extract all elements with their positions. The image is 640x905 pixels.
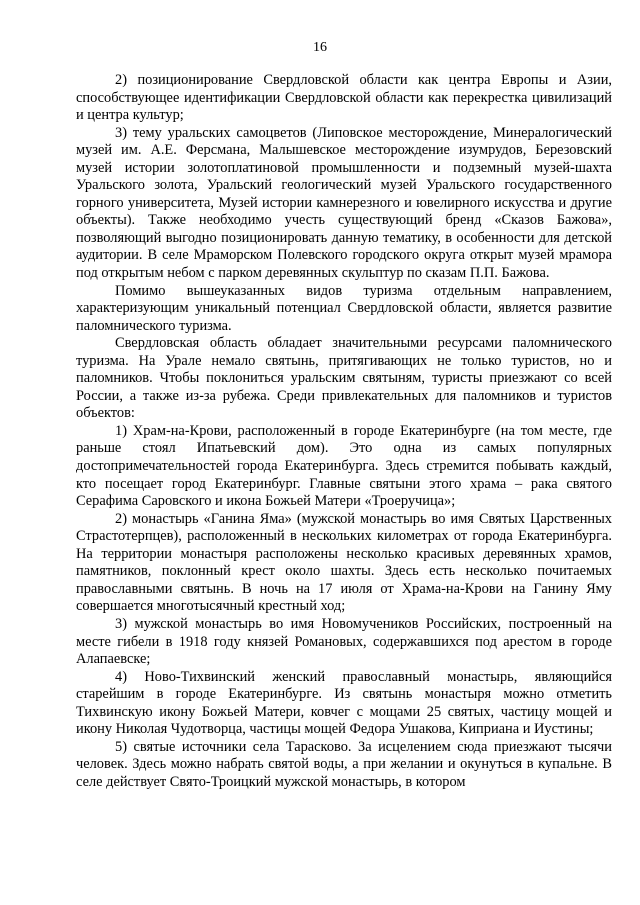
document-body [76, 72, 612, 791]
paragraph-item-1-church-on-blood: 1) Храм-на-Крови, расположенный в городе Екатеринбурге (на том месте, где раньше стоял Ипатьевский дом). Это одна из самых популярных достопримечательностей города Екатеринбурга. Здесь стремится побывать каждый, кто посещает город Екатеринбург. Главные святыни этого храма – рака святого Серафима Саровского и икона Божьей Матери «Троеручица»; [76, 422, 612, 510]
page-number: 16 [313, 40, 327, 55]
paragraph-item-2-ganina-yama: 2) монастырь «Ганина Яма» (мужской монастырь во имя Святых Царственных Страстотерпцев), расположенный в нескольких километрах от города Екатеринбурга. На территории монастыря расположены несколько красивых деревянных храмов, памятников, поклонный крест около шахты. Здесь есть несколько почитаемых православными святынь. В ночь на 17 июля от Храма-на-Крови на Ганину Яму совершается многотысячный крестный ход; [76, 510, 612, 615]
paragraph-pilgrimage-resources: Свердловская область обладает значительными ресурсами паломнического туризма. На Урале немало святынь, притягивающих не только туристов, но и паломников. Чтобы поклониться уральским святыням, туристы приезжают со всей России, а также из-за рубежа. Среди привлекательных для паломников и туристов объектов: [76, 335, 612, 422]
paragraph-item-3-new-martyrs-monastery: 3) мужской монастырь во имя Новомучеников Российских, построенный на месте гибели в 1918 году князей Романовых, содержавшихся под арестом в городе Алапаевске; [76, 615, 612, 668]
paragraph-item-4-novo-tikhvin-convent: 4) Ново-Тихвинский женский православный монастырь, являющийся старейшим в городе Екатеринбурге. Из святынь монастыря можно отметить Тихвинскую икону Божьей Матери, ковчег с мощами 25 святых, частицу мощей и икону Николая Чудотворца, частицы мощей Федора Ушакова, Киприана и Иустины; [76, 668, 612, 738]
paragraph-pilgrimage-intro: Помимо вышеуказанных видов туризма отдельным направлением, характеризующим уникальный потенциал Свердловской области, является развитие паломнического туризма. [76, 282, 612, 334]
paragraph-item-5-holy-springs: 5) святые источники села Тарасково. За исцелением сюда приезжают тысячи человек. Здесь можно набрать святой воды, а при желании и окунуться в купальне. В селе действует Свято-Троицкий мужской монастырь, в котором [76, 738, 612, 790]
paragraph-item-3-gems: 3) тему уральских самоцветов (Липовское месторождение, Минералогический музей им. А.Е. Ферсмана, Малышевское месторождение изумрудов, Березовский музей истории золотоплатиновой промышленности и подземный музей-шахта Уральского золота, Уральский геологический музей Уральского государственного горного университета, Музей истории камнерезного и ювелирного искусства и другие объекты). Также необходимо учесть существующий бренд «Сказов Бажова», позволяющий выгодно позиционировать данную тематику, в особенности для детской аудитории. В селе Мраморском Полевского городского округа открыт музей мрамора под открытым небом с парком деревянных скульптур по сказам П.П. Бажова. [76, 124, 612, 282]
paragraph-item-2-geography: 2) позиционирование Свердловской области как центра Европы и Азии, способствующее идентификации Свердловской области как перекрестка цивилизаций и центра культур; [76, 72, 612, 124]
